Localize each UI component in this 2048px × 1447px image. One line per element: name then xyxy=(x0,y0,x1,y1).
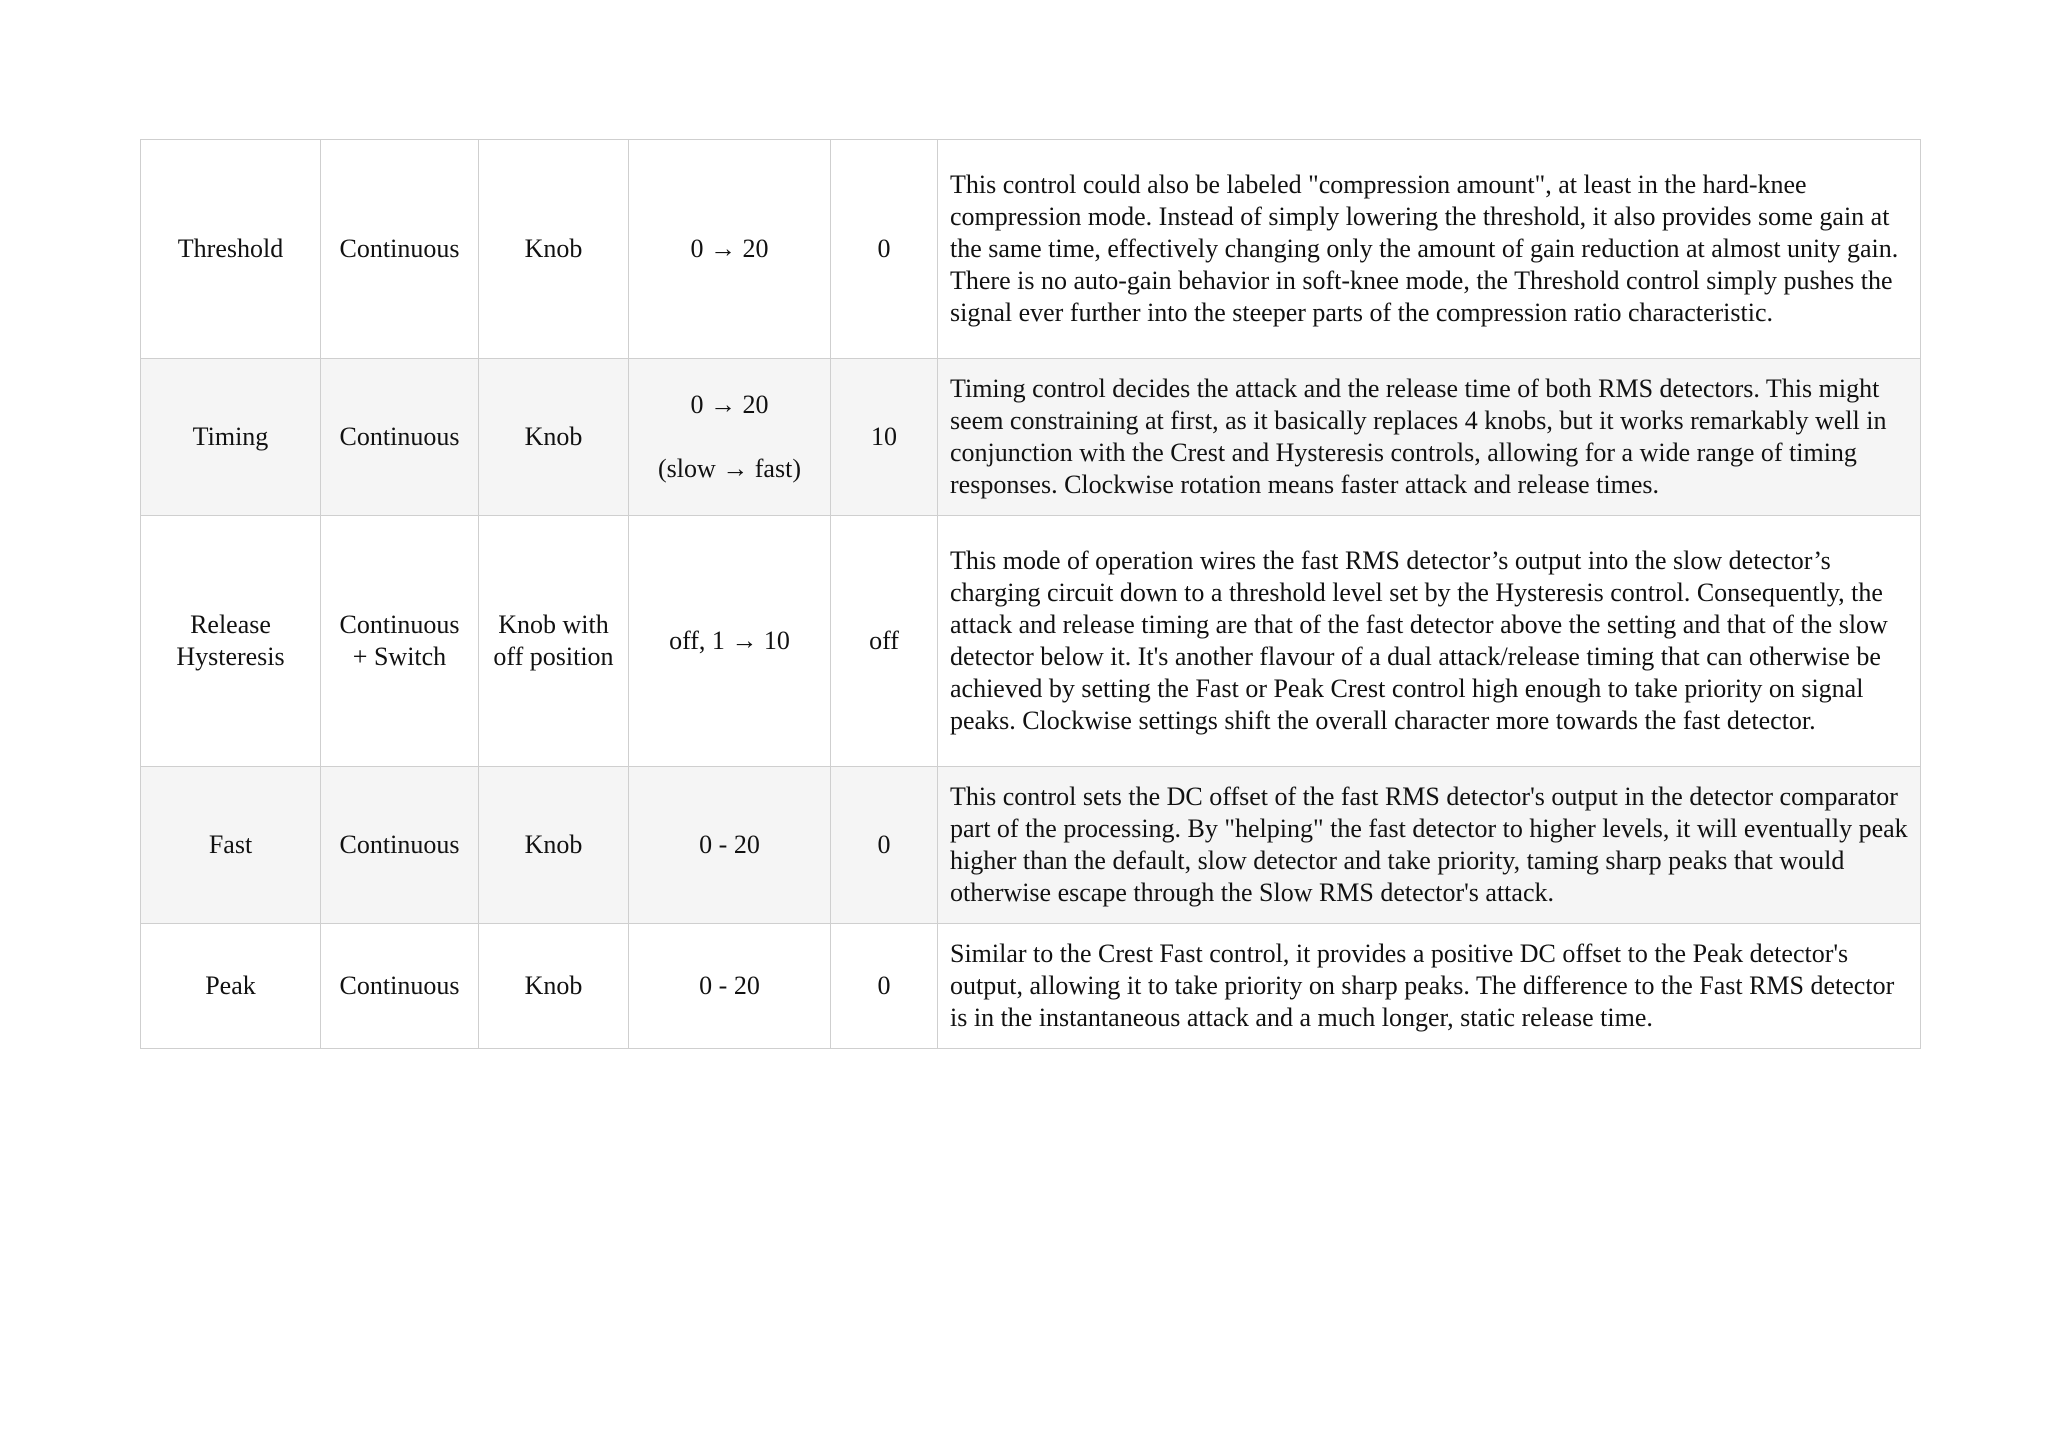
control-range-cell: 0 → 20 xyxy=(629,140,831,359)
control-default-cell: 0 xyxy=(831,767,938,924)
control-name-cell: Fast xyxy=(141,767,321,924)
control-kind-cell: Knob with off position xyxy=(479,516,629,767)
controls-table xyxy=(140,139,1921,1049)
range-direction-note: (slow → fast) xyxy=(658,454,801,483)
control-range-cell: 0 - 20 xyxy=(629,924,831,1049)
control-type-cell: Continuous xyxy=(321,924,479,1049)
control-description-cell: This control could also be labeled "compression amount", at least in the hard-knee compression mode. Instead of simply lowering the threshold, it also provides some gain at the same time, effectively changing only the amount of gain reduction at almost unity gain. There is no auto-gain behavior in soft-knee mode, the Threshold control simply pushes the signal ever further into the steeper parts of the compression ratio characteristic. xyxy=(938,140,1921,359)
control-range-cell: off, 1 → 10 xyxy=(629,516,831,767)
table-row-fast xyxy=(141,767,1921,924)
table-row-peak xyxy=(141,924,1921,1049)
control-default-cell: off xyxy=(831,516,938,767)
control-type-cell: Continuous xyxy=(321,359,479,516)
range-gap xyxy=(641,421,818,453)
document-page xyxy=(140,139,1920,1049)
control-kind-cell: Knob xyxy=(479,924,629,1049)
table-row-timing xyxy=(141,359,1921,516)
control-type-cell: Continuous + Switch xyxy=(321,516,479,767)
control-range-cell: 0 - 20 xyxy=(629,767,831,924)
control-default-cell: 10 xyxy=(831,359,938,516)
control-type-cell: Continuous xyxy=(321,767,479,924)
control-description-cell: Similar to the Crest Fast control, it provides a positive DC offset to the Peak detector's output, allowing it to take priority on sharp peaks. The difference to the Fast RMS detector is in the instantaneous attack and a much longer, static release time. xyxy=(938,924,1921,1049)
control-kind-cell: Knob xyxy=(479,359,629,516)
table-row-threshold xyxy=(141,140,1921,359)
control-default-cell: 0 xyxy=(831,924,938,1049)
control-type-cell: Continuous xyxy=(321,140,479,359)
control-kind-cell: Knob xyxy=(479,767,629,924)
control-description-cell: Timing control decides the attack and the release time of both RMS detectors. This might seem constraining at first, as it basically replaces 4 knobs, but it works remarkably well in conjunction with the Crest and Hysteresis controls, allowing for a wide range of timing responses. Clockwise rotation means faster attack and release times. xyxy=(938,359,1921,516)
control-default-cell: 0 xyxy=(831,140,938,359)
table-row-release-hysteresis xyxy=(141,516,1921,767)
control-kind-cell: Knob xyxy=(479,140,629,359)
control-description-cell: This mode of operation wires the fast RMS detector’s output into the slow detector’s charging circuit down to a threshold level set by the Hysteresis control. Consequently, the attack and release timing are that of the fast detector above the setting and that of the slow detector below it. It's another flavour of a dual attack/release timing that can otherwise be achieved by setting the Fast or Peak Crest control high enough to take priority on signal peaks. Clockwise settings shift the overall character more towards the fast detector. xyxy=(938,516,1921,767)
control-range-cell xyxy=(629,359,831,516)
control-name-cell: Peak xyxy=(141,924,321,1049)
control-description-cell: This control sets the DC offset of the fast RMS detector's output in the detector comparator part of the processing. By "helping" the fast detector to higher levels, it will eventually peak higher than the default, slow detector and take priority, taming sharp peaks that would otherwise escape through the Slow RMS detector's attack. xyxy=(938,767,1921,924)
control-name-cell: Release Hysteresis xyxy=(141,516,321,767)
range-value: 0 → 20 xyxy=(690,390,769,419)
control-name-cell: Threshold xyxy=(141,140,321,359)
control-name-cell: Timing xyxy=(141,359,321,516)
